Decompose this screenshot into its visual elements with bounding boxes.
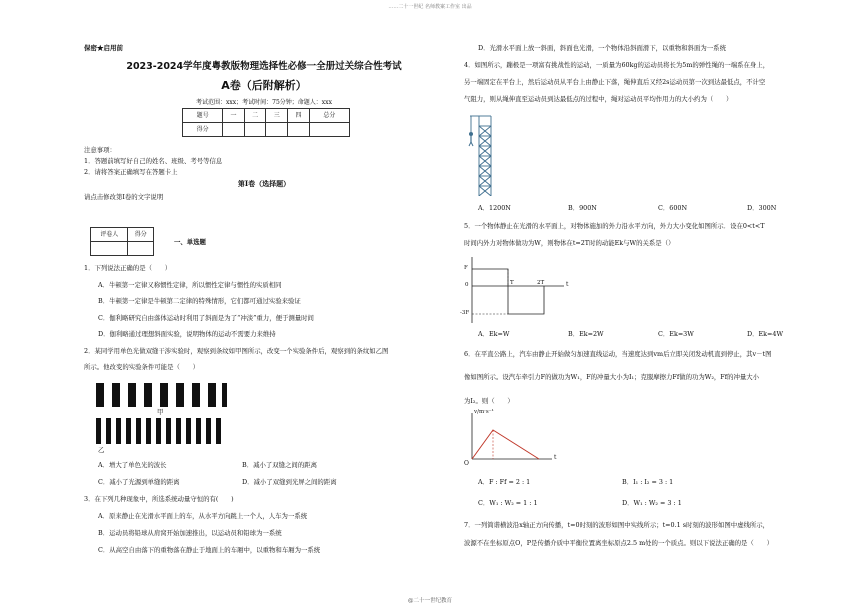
score-cell[interactable] (266, 123, 288, 137)
score-cell[interactable] (223, 123, 245, 137)
q3-option-b[interactable]: B．运动员将铅球从肩窝开始加速推出，以运动员和铅球为一系统 (98, 529, 282, 537)
t2-label: 2T (537, 280, 545, 286)
q5-option-c[interactable]: C．Ek=3W (658, 330, 694, 338)
score-header: 四 (288, 109, 310, 123)
fringe-pattern-a (96, 383, 227, 407)
fringe-pattern-b (96, 418, 227, 444)
q6-line: 6．在平直公路上，汽车由静止开始做匀加速直线运动，当速度达到vm后立即关闭发动机直到停止，其v－t图 (464, 350, 772, 358)
q1-stem: 1．下列说法正确的是（ ） (84, 264, 172, 272)
section-title: 一、单选题 (174, 238, 206, 246)
q4-option-b[interactable]: B．900N (568, 204, 597, 212)
q4-line: 另一端固定在平台上，然后运动员从平台上由静止下落，绳伸直后又经2s运动员第一次到达最低点，不计空 (464, 78, 766, 86)
velocity-time-svg (464, 409, 564, 469)
t-axis-label: t (566, 281, 569, 288)
fringe-b-label: 乙 (98, 446, 105, 454)
q4-line: 4．如图所示，蹦极是一项富有挑战性的运动，一质量为60kg的运动员将长为5m的弹性绳的一端系在身上， (464, 61, 770, 69)
page-footer: @二十一世纪教育 (407, 598, 452, 604)
note-item: 1．答题前填写好自己的姓名、班级、考号等信息 (84, 157, 223, 165)
grader-cell[interactable] (91, 242, 128, 256)
fringe-a-svg (96, 383, 227, 407)
q1-option-b[interactable]: B．牛顿第一定律是牛顿第二定律的特殊情形，它们都可通过实验来验证 (98, 297, 301, 305)
v-axis-label: v/m·s⁻¹ (474, 409, 494, 415)
bungee-tower-svg (466, 112, 496, 196)
q6-option-b[interactable]: B．I₁ : I₂ = 3 : 1 (622, 478, 674, 486)
q2-stem-line2: 所示。他改变的实验条件可能是（ ） (84, 363, 200, 371)
q6-option-c[interactable]: C．W₁ : W₂ = 1 : 1 (478, 499, 538, 507)
grader-score-label: 得分 (128, 228, 154, 242)
score-cell[interactable] (244, 123, 266, 137)
q1-option-c[interactable]: C．伽利略研究自由落体运动时利用了斜面是为了“冲淡”重力，便于测量时间 (98, 314, 314, 322)
origin-label: O (464, 460, 469, 467)
q2-stem-line1: 2．某同学用单色光做双缝干涉实验时，观察到条纹如甲图所示，改变一个实验条件后，观察到的条纹如乙图 (84, 347, 389, 355)
q3-stem: 3．在下列几种现象中，所选系统动量守恒的有( ) (84, 495, 234, 503)
q1-option-a[interactable]: A．牛顿第一定律又称惯性定律，所以惯性定律与惯性的实质相同 (98, 281, 282, 289)
grader-cell[interactable] (128, 242, 154, 256)
score-header: 总分 (309, 109, 349, 123)
q3-option-d[interactable]: D．光滑水平面上放一斜面，斜面也光滑，一个物体沿斜面滑下，以重物和斜面为一系统 (478, 44, 726, 52)
q5-option-b[interactable]: B．Ek=2W (568, 330, 604, 338)
q2-option-c[interactable]: C．减小了光源到单缝的距离 (98, 478, 180, 486)
fringe-a-label: 甲 (157, 408, 164, 416)
q5-line: 5．一个物体静止在光滑的水平面上，对物体施加的外力沿水平方向，外力大小变化如图所示．设在0<t<T (464, 222, 765, 230)
volume-title: 第Ⅰ卷（选择题） (237, 179, 291, 188)
fringe-b-svg (96, 418, 227, 444)
secret-mark: 保密★启用前 (84, 44, 123, 52)
velocity-time-graph (464, 409, 564, 469)
score-table (182, 108, 350, 137)
score-cell[interactable] (309, 123, 349, 137)
note-item: 2．请将答案正确填写在答题卡上 (84, 168, 178, 176)
q6-option-a[interactable]: A．F : Ff = 2 : 1 (478, 478, 531, 486)
t1-label: T (510, 280, 514, 286)
q2-option-d[interactable]: D．减小了双缝到光屏之间的距离 (242, 478, 337, 486)
q4-option-a[interactable]: A．1200N (478, 204, 511, 212)
q7-line: 波源不在坐标原点O，P是传播介质中平衡位置离坐标原点2.5 m处的一个质点。则以下说法正确的是（ ） (464, 539, 773, 547)
score-header: 二 (244, 109, 266, 123)
f-axis-top-label: F (464, 265, 468, 271)
q5-option-d[interactable]: D．Ek=4W (747, 330, 784, 338)
q7-line: 7．一列简谐横波沿x轴正方向传播，t=0时刻的波形如图中实线所示；t=0.1 s时刻的波形如图中虚线所示， (464, 521, 770, 529)
q4-line: 气阻力，则从绳伸直至运动员到达最低点的过程中，绳对运动员平均作用力的大小约为（ ） (464, 95, 733, 103)
force-time-svg (464, 253, 574, 325)
f-axis-bottom-label: -3F (460, 310, 470, 316)
grader-table (90, 227, 154, 256)
score-header: 三 (266, 109, 288, 123)
q3-option-c[interactable]: C．从高空自由落下的重物落在静止于地面上的车厢中，以重物和车厢为一系统 (98, 546, 321, 554)
score-row-label: 得分 (183, 123, 223, 137)
q2-option-a[interactable]: A．增大了单色光的波长 (98, 461, 167, 469)
grader-label: 评卷人 (91, 228, 128, 242)
page-header: ……二十一世纪 名师教案工作室 出品 (388, 4, 472, 10)
q4-option-c[interactable]: C．600N (658, 204, 688, 212)
q6-option-d[interactable]: D．W₁ : W₂ = 3 : 1 (622, 499, 682, 507)
q5-line: 时间内外力对物体做功为W，则物体在t=2T时的动能Ek与W的关系是（） (464, 239, 675, 247)
force-time-graph (460, 253, 574, 325)
bungee-tower-figure (466, 112, 496, 196)
score-cell[interactable] (288, 123, 310, 137)
volume-note: 请点击修改第I卷的文字说明 (84, 193, 164, 201)
score-header: 一 (223, 109, 245, 123)
q6-line: 为I₂。则（ ） (464, 397, 514, 405)
q1-option-d[interactable]: D．伽利略通过理想斜面实验，说明物体的运动不需要力来维持 (98, 330, 276, 338)
exam-info: 考试范围：xxx；考试时间：75分钟；命题人：xxx (196, 99, 332, 106)
exam-subtitle: A卷（后附解析） (221, 79, 307, 92)
q2-option-b[interactable]: B．减小了双缝之间的距离 (242, 461, 317, 469)
exam-title: 2023-2024学年度粤教版物理选择性必修一全册过关综合性考试 (126, 61, 402, 72)
q6-line: 像如图所示。设汽车牵引力F的做功为W₁，F的冲量大小为I₁；克服摩擦力Ff做的功为W₂，Ff的冲量大小 (464, 373, 760, 381)
q3-option-a[interactable]: A．原来静止在光滑水平面上的车，从水平方向跳上一个人，人车为一系统 (98, 512, 308, 520)
origin-label: 0 (465, 282, 469, 288)
t-axis-label: t (554, 454, 557, 461)
notes-title: 注意事项： (84, 146, 116, 154)
score-header: 题号 (183, 109, 223, 123)
q5-option-a[interactable]: A．Ek=W (478, 330, 510, 338)
q4-option-d[interactable]: D．300N (747, 204, 777, 212)
